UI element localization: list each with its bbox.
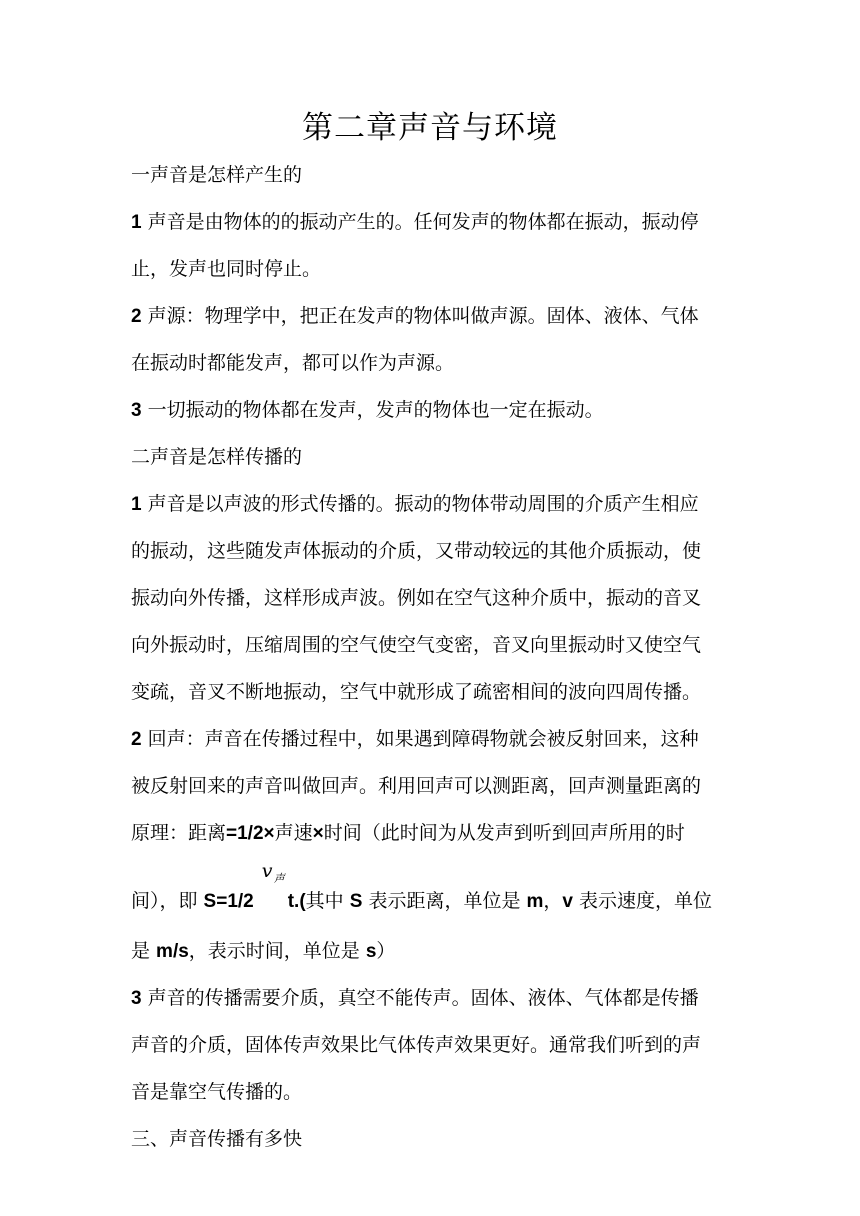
text-run: 是: [131, 940, 157, 962]
text-run: 表示速度，单位: [573, 890, 713, 912]
text-run: ，: [543, 890, 563, 912]
text-run: 表示距离，单位是: [362, 890, 527, 912]
paragraph-line: [131, 810, 737, 874]
page-title: 第二章声音与环境: [302, 110, 558, 146]
velocity-symbol: [254, 860, 288, 907]
paragraph-text: 声音是由物体的的振动产生的。任何发声的物体都在振动，振动停: [147, 211, 699, 233]
formula-run: S: [349, 891, 363, 912]
paragraph-line: 声音的介质，固体传声效果比气体传声效果更好。通常我们听到的声: [131, 1034, 702, 1056]
formula-run: ×: [312, 823, 324, 844]
paragraph-line: 被反射回来的声音叫做回声。利用回声可以测距离，回声测量距离的: [131, 775, 702, 797]
paragraph-line: 变疏，音叉不断地振动，空气中就形成了疏密相间的波向四周传播。: [131, 681, 702, 703]
paragraph-line: [131, 387, 737, 434]
paragraph-text: 声音是以声波的形式传播的。振动的物体带动周围的介质产生相应: [147, 493, 699, 515]
item-number: 1: [131, 494, 142, 515]
paragraph-text: 回声：声音在传播过程中，如果遇到障碍物就会被反射回来，这种: [147, 728, 699, 750]
formula-run: m/s: [156, 941, 189, 962]
paragraph-line: 振动向外传播，这样形成声波。例如在空气这种介质中，振动的音叉: [131, 587, 702, 609]
paragraph-text: 声源：物理学中，把正在发声的物体叫做声源。固体、液体、气体: [147, 305, 699, 327]
text-run: 时间（此时间为从发声到听到回声所用的时: [323, 822, 685, 844]
paragraph-line: 在振动时都能发声，都可以作为声源。: [131, 352, 455, 374]
paragraph-line: [131, 293, 737, 340]
formula-run: s: [365, 941, 377, 962]
item-number: 2: [131, 306, 142, 327]
paragraph-line: [131, 928, 737, 975]
paragraph-text: 一切振动的物体都在发声，发声的物体也一定在振动。: [147, 399, 604, 421]
text-run: ）: [376, 940, 396, 962]
velocity-subscript: 声: [273, 872, 285, 885]
formula-run: v: [562, 891, 573, 912]
paragraph-line: [131, 481, 737, 528]
text-run: 声速: [274, 822, 313, 844]
item-number: 2: [131, 729, 142, 750]
document-body: [131, 152, 737, 1163]
paragraph-line: [131, 860, 737, 928]
section-heading-1: 一声音是怎样产生的: [131, 164, 303, 186]
paragraph-line: 音是靠空气传播的。: [131, 1081, 303, 1103]
paragraph-line: 的振动，这些随发声体振动的介质，又带动较远的其他介质振动，使: [131, 540, 702, 562]
item-number: 3: [131, 400, 142, 421]
item-number: 3: [131, 988, 142, 1009]
paragraph-line: 向外振动时，压缩周围的空气使空气变密，音叉向里振动时又使空气: [131, 634, 702, 656]
item-number: 1: [131, 212, 142, 233]
paragraph-line: [131, 199, 737, 246]
text-run: 原理：距离: [131, 822, 227, 844]
text-run: 间），即: [131, 890, 204, 912]
formula-run: =1/2×: [226, 823, 275, 844]
velocity-letter: v: [261, 860, 273, 882]
paragraph-line: [131, 975, 737, 1022]
paragraph-line: 止，发声也同时停止。: [131, 258, 322, 280]
paragraph-text: 声音的传播需要介质，真空不能传声。固体、液体、气体都是传播: [147, 987, 699, 1009]
text-run: ，表示时间，单位是: [188, 940, 366, 962]
section-heading-2: 二声音是怎样传播的: [131, 446, 303, 468]
text-run: 其中: [305, 890, 350, 912]
formula-run: m: [526, 891, 544, 912]
section-heading-3: 三、声音传播有多快: [131, 1128, 303, 1150]
formula-run: S=1/2: [203, 891, 254, 912]
paragraph-line: [131, 716, 737, 763]
formula-run: t.(: [287, 891, 306, 912]
